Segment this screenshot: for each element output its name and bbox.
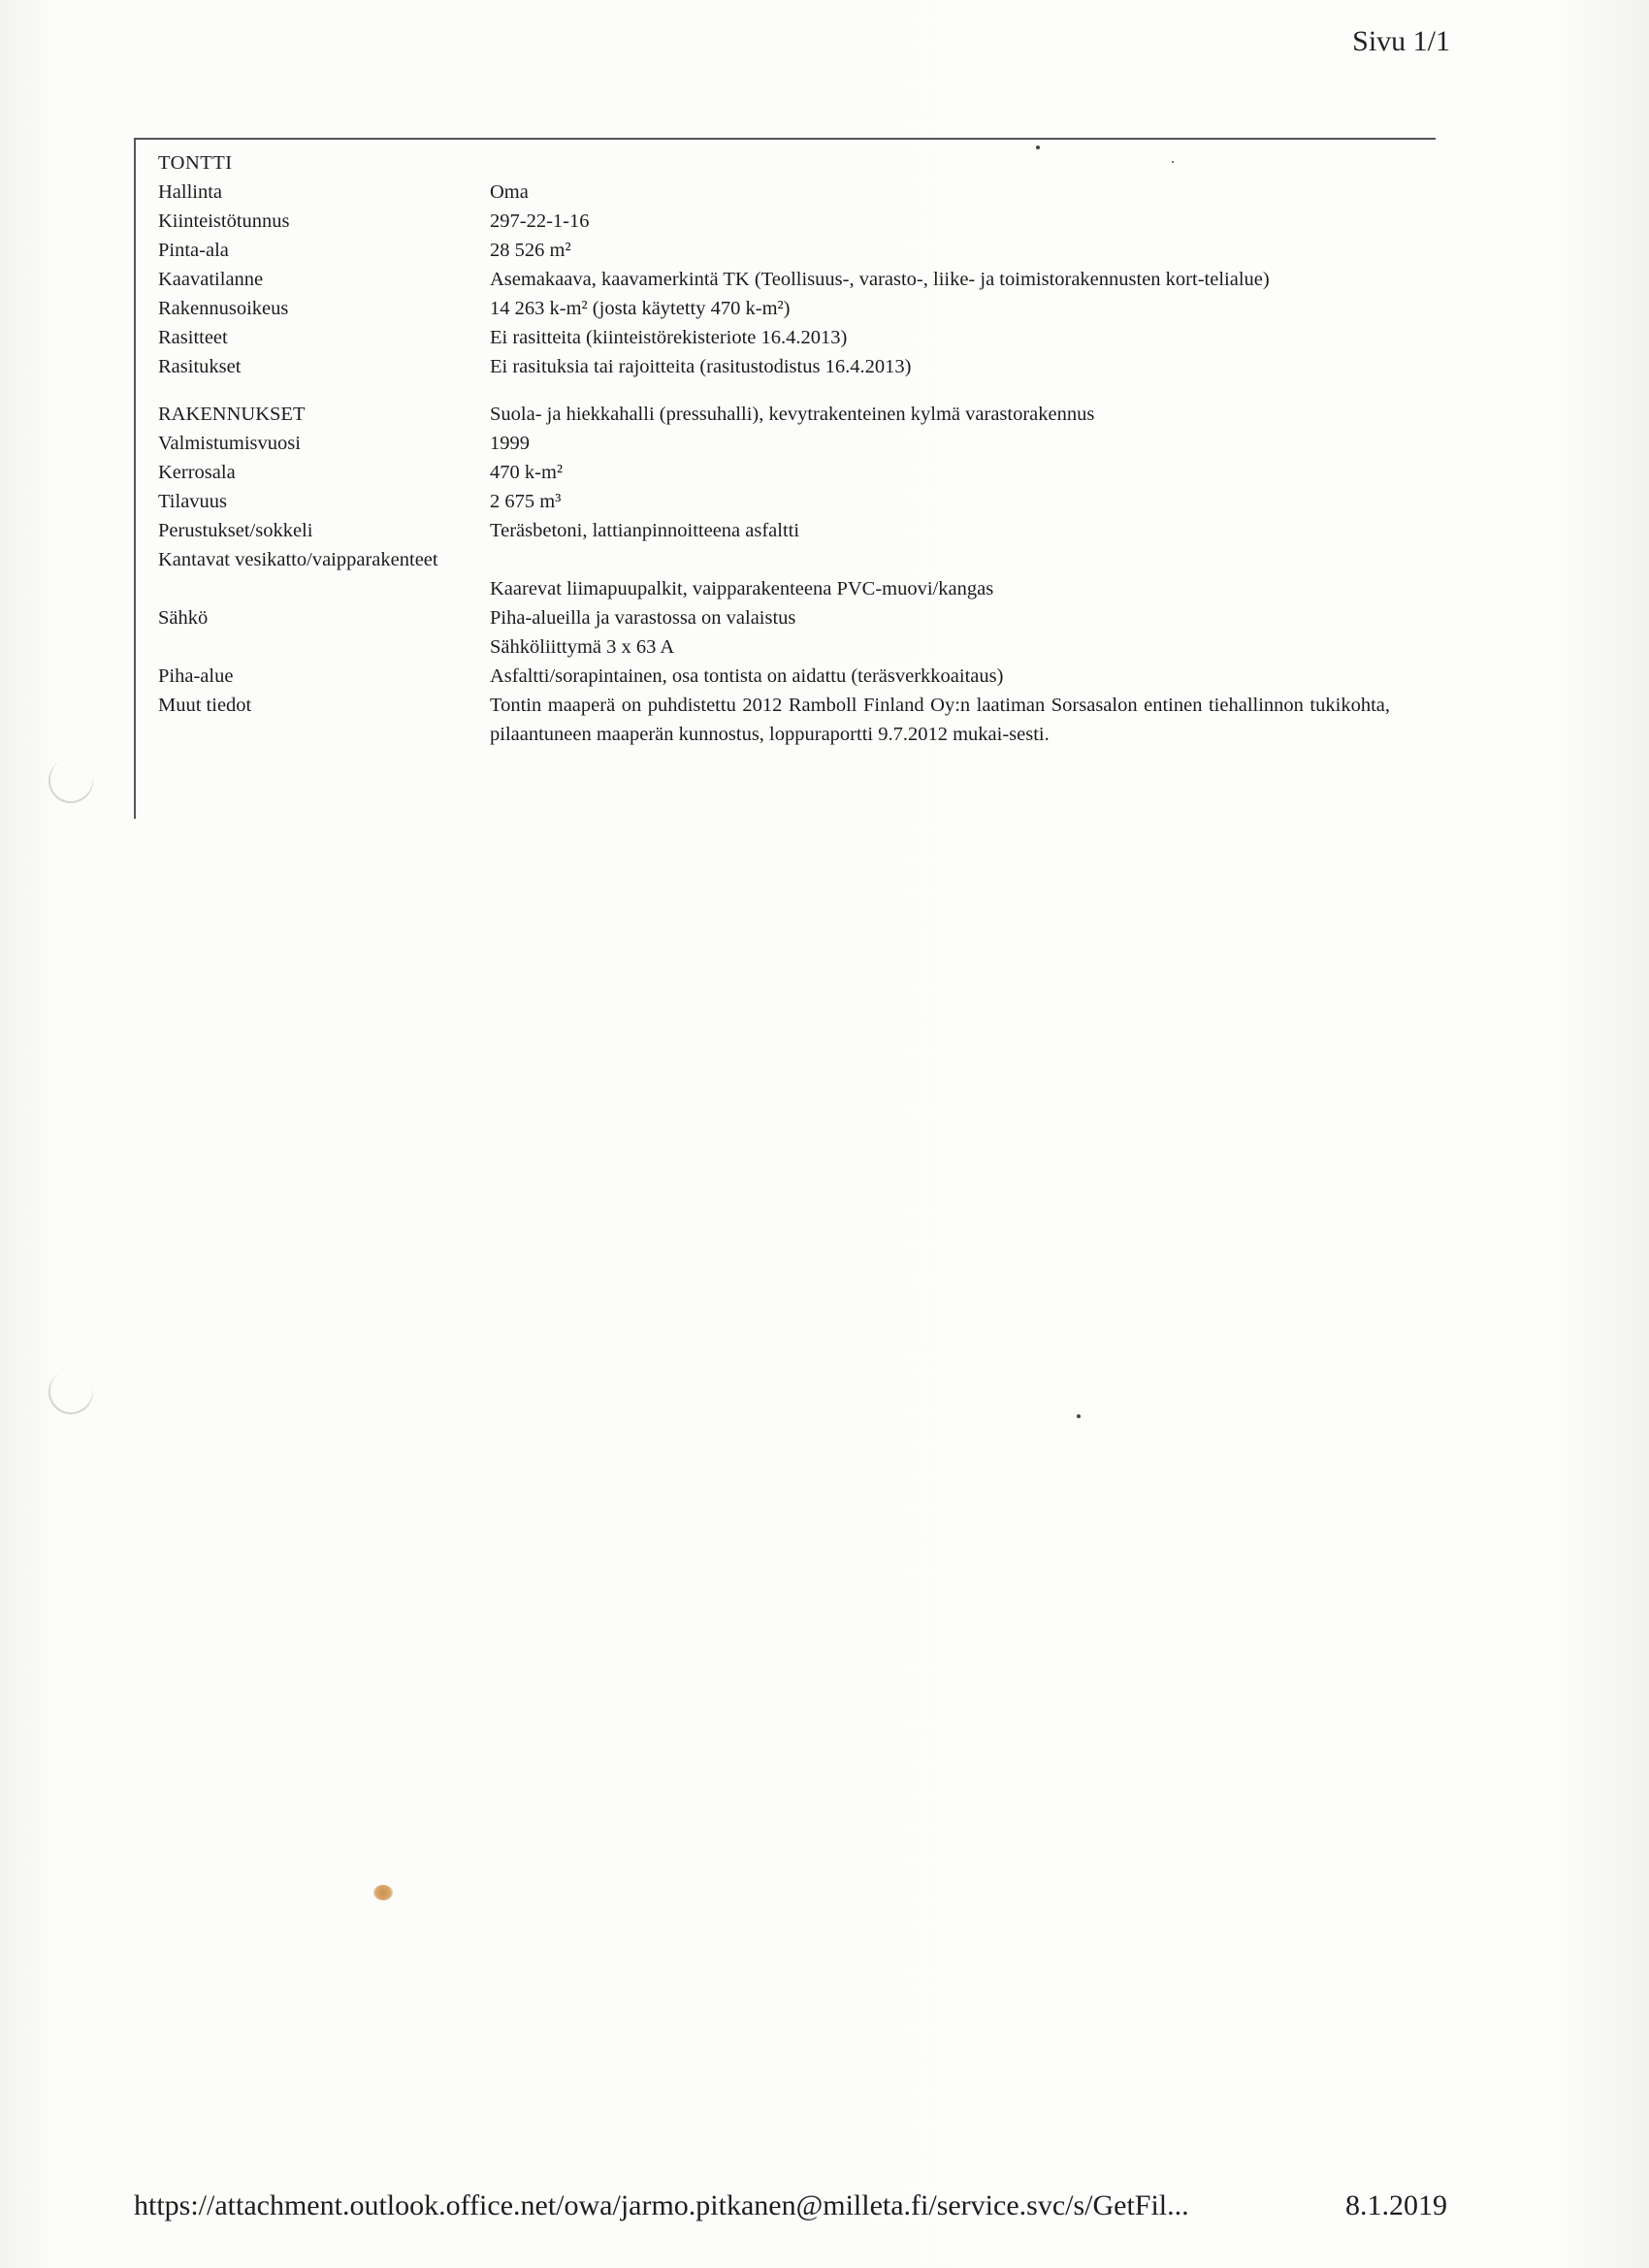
scan-speck: [1077, 1414, 1081, 1418]
table-row: [158, 662, 1390, 691]
field-value: 297-22-1-16: [490, 211, 590, 232]
section-title-row: [158, 400, 1390, 429]
field-label: Sähkö: [158, 607, 209, 629]
field-label: [158, 632, 490, 662]
field-value: 470 k-m²: [490, 462, 564, 483]
field-label: Pinta-ala: [158, 240, 229, 261]
table-row: [158, 352, 1390, 381]
field-value: Oma: [490, 181, 529, 203]
table-row: [158, 487, 1390, 516]
footer-date: 8.1.2019: [1345, 2189, 1447, 2221]
field-value: 28 526 m²: [490, 240, 571, 261]
field-label: Piha-alue: [158, 665, 234, 687]
scan-stain: [373, 1885, 393, 1900]
field-label: Tilavuus: [158, 491, 228, 512]
section-gap: [158, 381, 1390, 400]
table-row: [158, 323, 1390, 352]
table-row: [158, 632, 1390, 662]
table-row: [158, 265, 1390, 294]
table-row: [158, 603, 1390, 632]
field-value: Suola- ja hiekkahalli (pressuhalli), kevytrakenteinen kylmä varastorakennus: [490, 404, 1095, 425]
field-value: Teräsbetoni, lattianpinnoitteena asfaltti: [490, 520, 800, 541]
table-row: [158, 178, 1390, 207]
field-label: Rasitukset: [158, 356, 242, 377]
table-row: [158, 516, 1390, 545]
page-number: Sivu 1/1: [1352, 25, 1450, 57]
field-value: Asemakaava, kaavamerkintä TK (Teollisuus-, varasto-, liike- ja toimistorakennusten kort-telialue): [490, 269, 1270, 290]
field-label: Muut tiedot: [158, 695, 252, 716]
field-value: Ei rasitteita (kiinteistörekisteriote 16.4.2013): [490, 327, 848, 348]
table-row: [158, 574, 1390, 603]
field-label-empty: [158, 574, 490, 603]
field-label: Rasitteet: [158, 327, 228, 348]
table-row: [158, 294, 1390, 323]
field-value: Tontin maaperä on puhdistettu 2012 Ramboll Finland Oy:n laatiman Sorsasalon entinen tiehallinnon tukikohta, pilaantuneen maaperän kunnostus, loppuraportti 9.7.2012 mukai-sesti.: [490, 695, 1390, 745]
table-row: [158, 236, 1390, 265]
section-title-tontti: TONTTI: [158, 152, 233, 174]
field-value: Kaarevat liimapuupalkit, vaipparakenteena PVC-muovi/kangas: [490, 578, 994, 599]
field-value: 1999: [490, 433, 530, 454]
field-value: Sähköliittymä 3 x 63 A: [490, 636, 675, 658]
field-label: Rakennusoikeus: [158, 298, 289, 319]
scan-speck: [1172, 161, 1174, 163]
property-document: [158, 148, 1390, 749]
field-value: 14 263 k-m² (josta käytetty 470 k-m²): [490, 298, 791, 319]
field-label: Perustukset/sokkeli: [158, 520, 313, 541]
field-value: Ei rasituksia tai rajoitteita (rasitustodistus 16.4.2013): [490, 356, 912, 377]
field-label: Kaavatilanne: [158, 269, 264, 290]
scan-speck: [1036, 146, 1040, 149]
field-label: Valmistumisvuosi: [158, 433, 301, 454]
table-row: [158, 691, 1390, 749]
field-value: 2 675 m³: [490, 491, 562, 512]
field-label: Hallinta: [158, 181, 223, 203]
section-title-rakennukset: RAKENNUKSET: [158, 404, 306, 425]
field-label: Kiinteistötunnus: [158, 211, 290, 232]
table-row: [158, 207, 1390, 236]
field-value: Piha-alueilla ja varastossa on valaistus: [490, 607, 796, 629]
field-value: Asfaltti/sorapintainen, osa tontista on aidattu (teräsverkkoaitaus): [490, 665, 1004, 687]
table-row: [158, 429, 1390, 458]
field-label: Kerrosala: [158, 462, 236, 483]
field-label-full-width: Kantavat vesikatto/vaipparakenteet: [158, 549, 438, 570]
table-row: [158, 458, 1390, 487]
footer-url: https://attachment.outlook.office.net/owa/jarmo.pitkanen@milleta.fi/service.svc/s/GetFil...: [134, 2189, 1189, 2221]
